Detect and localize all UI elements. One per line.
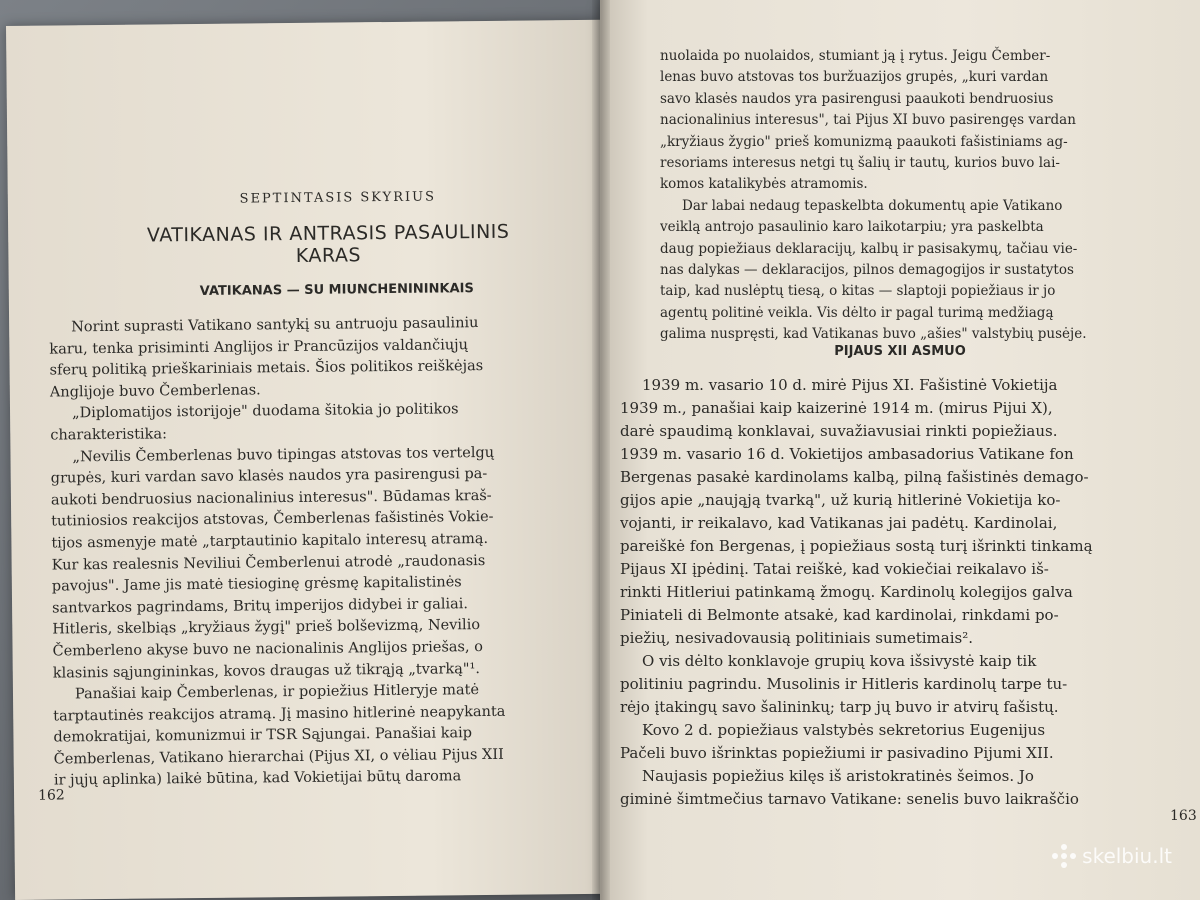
text-line: tutiniosios reakcijos atstovas, Čemberlenas fašistinės Vokie-	[51, 509, 494, 530]
text-line: daug popiežiaus deklaracijų, kalbų ir pasisakymų, tačiau vie-	[660, 240, 1078, 257]
watermark-text: skelbiu.lt	[1082, 844, 1172, 868]
text-line: pavojus". Jame jis matė tiesioginę grėsmę kapitalistinės	[51, 574, 462, 595]
text-line: sferų politiką prieškariniais metais. Šios politikos reiškėjas	[49, 358, 484, 379]
text-line: Bergenas pasakė kardinolams kalbą, pilną fašistinės demago-	[620, 468, 1089, 486]
page-number-left: 162	[37, 787, 65, 804]
left-body-text	[49, 312, 574, 792]
text-line: Naujasis popiežius kilęs iš aristokratinės šeimos. Jo	[642, 767, 1034, 785]
text-line: savo klasės naudos yra pasirengusi paaukoti bendruosius	[660, 90, 1054, 107]
text-line: Pijaus XI įpėdinį. Tatai reiškė, kad vokiečiai reikalavo iš-	[620, 560, 1049, 578]
text-line: agentų politinė veikla. Vis dėlto ir pagal turimą medžiagą	[660, 304, 1054, 321]
text-line: tarptautinės reakcijos atramą. Jį masino hitlerinė neapykanta	[53, 703, 506, 725]
text-line: 1939 m., panašiai kaip kaizerinė 1914 m. (mirus Pijui X),	[620, 399, 1053, 417]
text-line: Hitleris, skelbiąs „kryžiaus žygį" prieš bolševizmą, Nevilio	[52, 617, 481, 638]
right-body-text	[620, 374, 1190, 811]
section-heading-2: PIJAUS XII ASMUO	[834, 344, 966, 359]
left-page	[6, 20, 609, 900]
text-line: piežių, nesivadovausią politiniais sumetimais².	[620, 629, 973, 647]
right-top-text	[660, 46, 1160, 346]
text-line: vojanti, ir reikalavo, kad Vatikanas jai padėtų. Kardinolai,	[620, 514, 1058, 532]
text-line: pareiškė fon Bergenas, į popiežiaus sostą turį išrinkti tinkamą	[620, 537, 1093, 555]
text-line: nacionalinius interesus", tai Pijus XI buvo pasirengęs vardan	[660, 112, 1076, 129]
text-line: Kur kas realesnis Neviliui Čemberlenui atrodė „raudonasis	[51, 552, 486, 574]
text-line: Norint suprasti Vatikano santykį su antruoju pasauliniu	[71, 315, 479, 336]
text-line: giminė šimtmečius tarnavo Vatikane: senelis buvo laikraščio	[620, 790, 1079, 808]
text-line: „Nevilis Čemberlenas buvo tipingas atstovas tos vertelgų	[72, 444, 495, 465]
text-line: charakteristika:	[50, 426, 168, 444]
text-line: Panašiai kaip Čemberlenas, ir popiežius Hitleryje matė	[74, 682, 480, 703]
watermark-logo-icon	[1052, 844, 1076, 868]
chapter-title-line: VATIKANAS IR ANTRASIS PASAULINIS	[146, 220, 510, 247]
text-line: Pačeli buvo išrinktas popiežiumi ir pasivadino Pijumi XII.	[620, 744, 1054, 762]
chapter-title	[98, 220, 558, 269]
text-line: politiniu pagrindu. Musolinis ir Hitleris kardinolų tarpe tu-	[620, 675, 1068, 693]
book-gutter	[592, 0, 610, 900]
text-line: demokratijai, komunizmui ir TSR Sąjungai. Panašiai kaip	[53, 725, 473, 746]
text-line: 1939 m. vasario 10 d. mirė Pijus XI. Fašistinė Vokietija	[642, 376, 1058, 394]
text-line: rinkti Hitleriui patinkamą žmogų. Kardinolų kolegijos galva	[620, 583, 1073, 601]
text-line: veiklą antrojo pasaulinio karo laikotarpiu; yra paskelbta	[660, 219, 1044, 236]
text-line: aukoti bendruosius nacionalinius interesus". Būdamas kraš-	[50, 487, 492, 509]
text-line: nuolaida po nuolaidos, stumiant ją į rytus. Jeigu Čember-	[660, 48, 1051, 64]
text-line: lenas buvo atstovas tos buržuazijos grupės, „kuri vardan	[660, 69, 1049, 86]
chapter-title-line: KARAS	[295, 244, 362, 267]
text-line: galima nuspręsti, kad Vatikanas buvo „ašies" valstybių pusėje.	[660, 326, 1087, 343]
text-line: ir jųjų aplinka) laikė būtina, kad Vokietijai būtų daroma	[53, 768, 462, 790]
text-line: Dar labai nedaug tepaskelbta dokumentų apie Vatikano	[682, 197, 1063, 214]
text-line: nas dalykas — deklaracijos, pilnos demagogijos ir sustatytos	[660, 262, 1074, 279]
text-line: Čemberlenas, Vatikano hierarchai (Pijus XI, o vėliau Pijus XII	[53, 746, 504, 768]
text-line: O vis dėlto konklavoje grupių kova išsivystė kaip tik	[642, 652, 1037, 670]
text-line: „kryžiaus žygio" prieš komunizmą paaukoti fašistiniams ag-	[660, 133, 1068, 150]
right-page	[600, 0, 1200, 900]
text-line: Anglijoje buvo Čemberlenas.	[49, 382, 261, 401]
text-line: „Diplomatijos istorijoje" duodama šitokia jo politikos	[71, 401, 459, 422]
text-line: Čemberleno akyse buvo ne nacionalinis Anglijos priešas, o	[52, 638, 483, 660]
text-line: Piniateli di Belmonte atsakė, kad kardinolai, rinkdami po-	[620, 606, 1059, 624]
page-number-right: 163	[1170, 808, 1197, 824]
text-line: 1939 m. vasario 16 d. Vokietijos ambasadorius Vatikane fon	[620, 445, 1074, 463]
text-line: grupės, kuri vardan savo klasės naudos yra pasirengusi pa-	[50, 466, 488, 487]
text-line: taip, kad nuslėptų tiesą, o kitas — slaptoji popiežiaus ir jo	[660, 283, 1056, 300]
text-line: gijos apie „naująją tvarką", už kurią hitlerinė Vokietija ko-	[620, 491, 1061, 509]
text-line: darė spaudimą konklavai, suvažiavusiai rinkti popiežiaus.	[620, 422, 1058, 440]
section-heading: VATIKANAS — SU MIUNCHENININKAIS	[199, 281, 474, 299]
watermark	[1052, 844, 1172, 868]
text-line: tijos asmenyje matė „tarptautinio kapitalo interesų atramą.	[51, 530, 489, 552]
text-line: resoriams interesus netgi tų šalių ir tautų, kurios buvo lai-	[660, 155, 1060, 172]
chapter-label: SEPTINTASIS SKYRIUS	[239, 189, 437, 207]
text-line: santvarkos pagrindams, Britų imperijos didybei ir galiai.	[52, 595, 469, 617]
text-line: rėjo įtakingų savo šalininkų; tarp jų buvo ir atvirų fašistų.	[620, 698, 1059, 716]
text-line: Kovo 2 d. popiežiaus valstybės sekretorius Eugenijus	[642, 721, 1046, 739]
text-line: karu, tenka prisiminti Anglijos ir Prancūzijos valdančiųjų	[49, 336, 469, 358]
text-line: klasinis sąjungininkas, kovos draugas už tikrąją „tvarką"¹.	[52, 660, 481, 682]
text-line: komos katalikybės atramomis.	[660, 176, 868, 193]
